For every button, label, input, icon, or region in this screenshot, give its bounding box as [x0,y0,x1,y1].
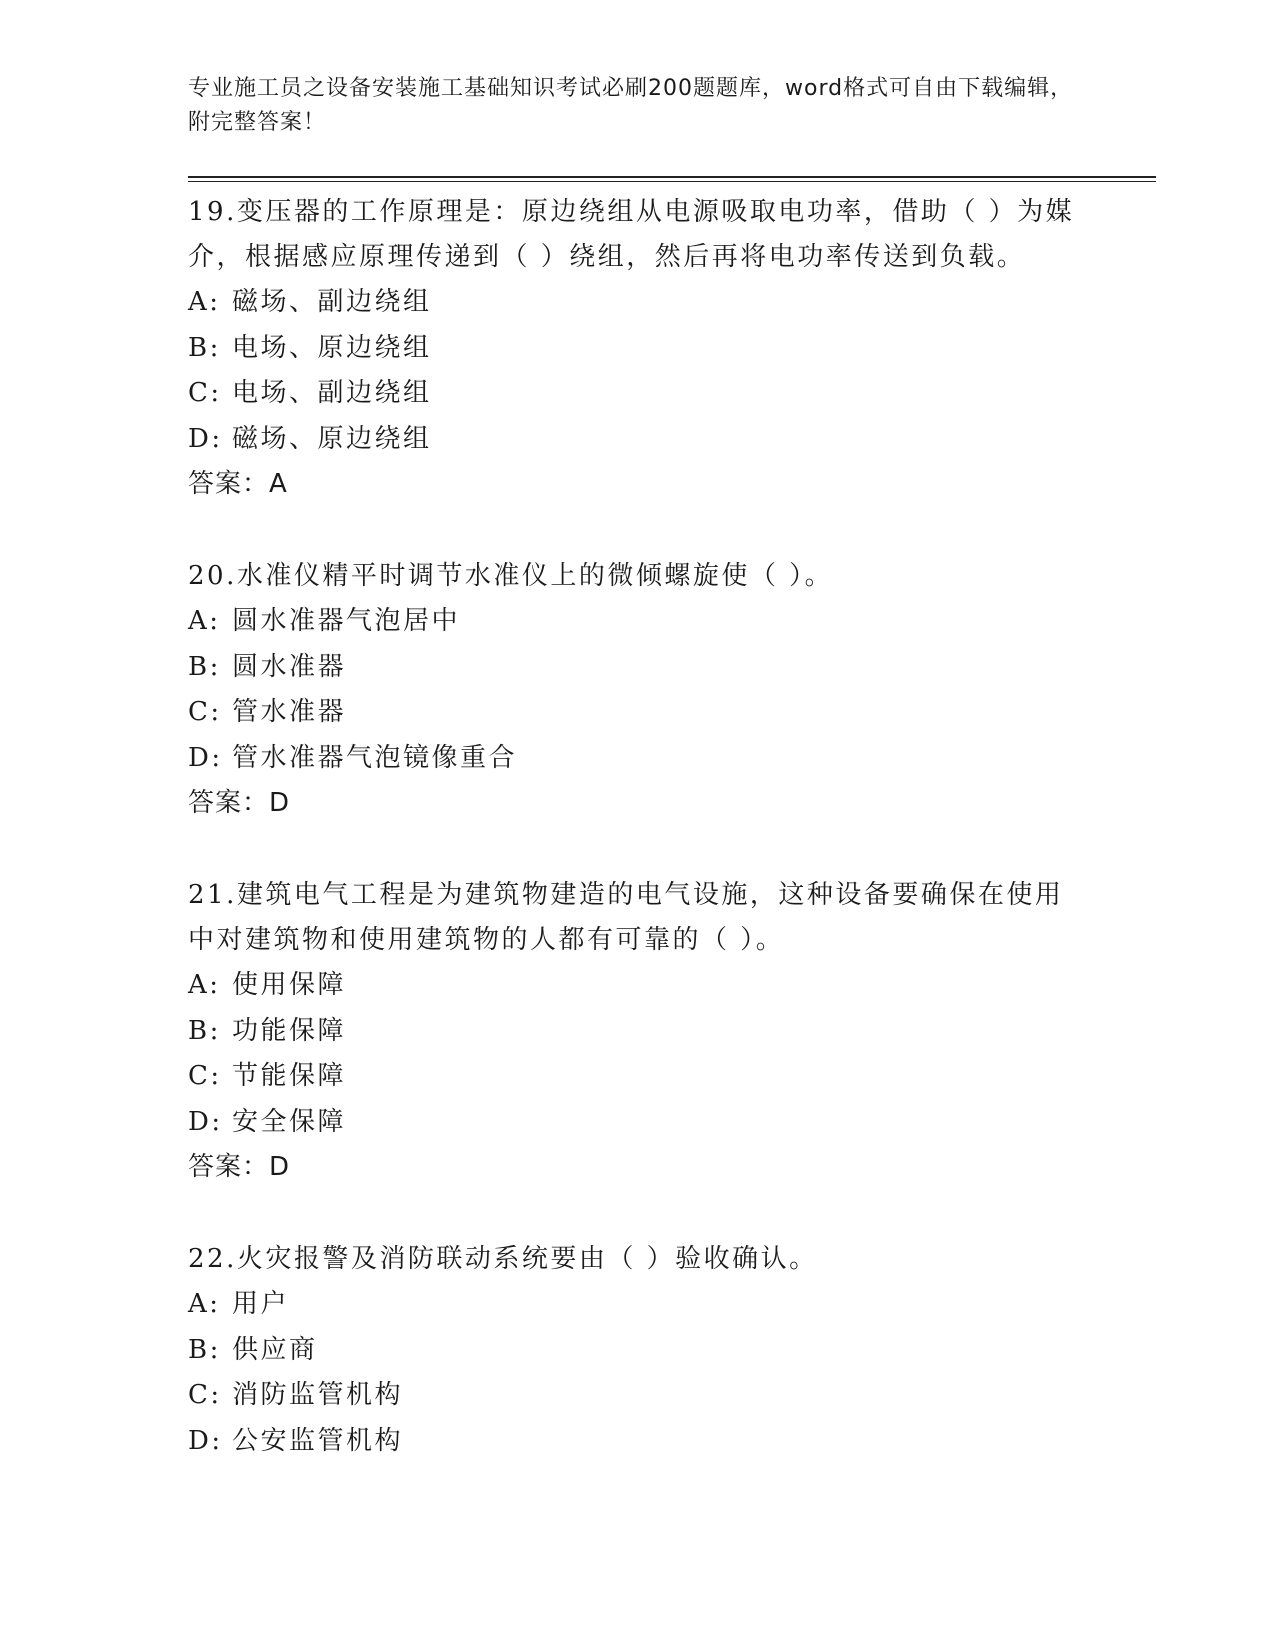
option-a [188,280,1088,326]
question-list [188,190,1088,1511]
option-a [188,1282,1088,1328]
option-b [188,645,1088,691]
option-d [188,1100,1088,1146]
option-text: 用户 [232,1289,290,1319]
option-a [188,963,1088,1009]
option-key: D: [188,423,223,454]
option-key: C: [188,1380,222,1410]
option-b [188,326,1088,372]
option-text: 供应商 [232,1334,318,1365]
answer-line: 答案：D [188,1152,291,1182]
option-text: 圆水准器气泡居中 [232,606,461,636]
option-key: D: [188,1425,223,1456]
option-d [188,1419,1088,1465]
answer-line: 答案：D [188,788,291,818]
option-c [188,1373,1088,1419]
question-stem: 20.水准仪精平时调节水准仪上的微倾螺旋使（ ）。 [188,561,834,591]
option-c [188,371,1088,417]
option-key: A: [188,287,221,317]
option-key: D: [188,1106,223,1137]
question-stem: 21.建筑电气工程是为建筑物建造的电气设施，这种设备要确保在使用中对建筑物和使用建筑物的人都有可靠的（ ）。 [188,880,1064,955]
header-divider-thick [188,176,1156,178]
option-text: 安全保障 [232,1106,347,1137]
question-stem: 22.火灾报警及消防联动系统要由（ ）验收确认。 [188,1244,818,1274]
option-c [188,1054,1088,1100]
option-key: A: [188,1289,221,1319]
answer-line: 答案：A [188,469,288,499]
option-key: A: [188,606,221,636]
question-22 [188,1237,1088,1464]
option-text: 节能保障 [232,1061,347,1091]
option-text: 磁场、原边绕组 [232,423,432,454]
option-key: B: [188,1334,221,1365]
option-key: C: [188,1061,222,1091]
option-text: 电场、副边绕组 [232,378,432,408]
option-text: 使用保障 [232,970,347,1000]
option-text: 公安监管机构 [232,1425,404,1456]
option-text: 消防监管机构 [232,1380,404,1410]
option-text: 管水准器气泡镜像重合 [232,742,518,773]
question-stem: 19.变压器的工作原理是：原边绕组从电源吸取电功率，借助（ ）为媒介，根据感应原理传递到（ ）绕组，然后再将电功率传送到负载。 [188,197,1075,272]
option-text: 电场、原边绕组 [232,332,432,363]
question-19 [188,190,1088,507]
question-20 [188,554,1088,826]
option-key: D: [188,742,223,773]
option-d [188,736,1088,782]
option-key: B: [188,651,221,682]
header-divider-thin [188,181,1156,182]
option-a [188,599,1088,645]
option-d [188,417,1088,463]
option-key: C: [188,697,222,727]
option-b [188,1328,1088,1374]
option-text: 磁场、副边绕组 [232,287,432,317]
option-key: C: [188,378,222,408]
document-header-title: 专业施工员之设备安装施工基础知识考试必刷200题题库，word格式可自由下载编辑，附完整答案！ [188,76,1074,135]
question-21 [188,873,1088,1190]
option-text: 圆水准器 [232,651,347,682]
option-key: A: [188,970,221,1000]
option-key: B: [188,1015,221,1046]
option-key: B: [188,332,221,363]
option-text: 功能保障 [232,1015,347,1046]
option-c [188,690,1088,736]
option-b [188,1009,1088,1055]
option-text: 管水准器 [232,697,347,727]
